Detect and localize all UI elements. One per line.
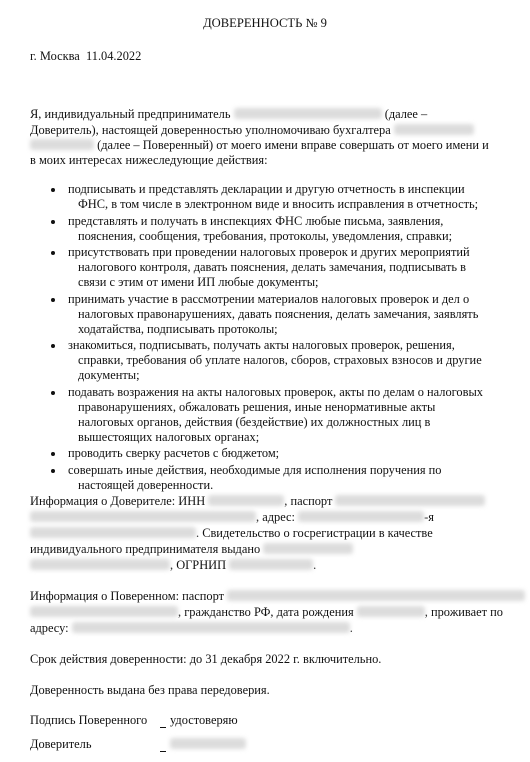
principal-info-line-5 xyxy=(30,558,316,573)
city: г. Москва xyxy=(30,49,80,63)
redacted-issue-date xyxy=(30,559,170,570)
power-item-line: связи с этим от имени ИП любые документы; xyxy=(78,275,319,289)
redacted-attorney-name xyxy=(394,124,474,135)
principal-info-line-3 xyxy=(30,526,433,541)
principal-signature-line xyxy=(160,751,166,752)
bullet-icon xyxy=(51,391,55,395)
power-item-line: знакомиться, подписывать, получать акты налоговых проверок, решения, xyxy=(68,338,455,352)
bullet-icon xyxy=(51,251,55,255)
redacted-address xyxy=(298,511,424,522)
power-item-line: ФНС, в том числе в электронном виде и вносить исправления в отчетность; xyxy=(78,197,479,211)
principal-info-text: -я xyxy=(424,510,434,524)
power-item-line: принимать участие в рассмотрении материалов налоговых проверок и дел о xyxy=(68,291,470,306)
principal-info-text: индивидуального предпринимателя выдано xyxy=(30,542,261,556)
principal-name-cell xyxy=(170,737,246,752)
power-item-line: документы; xyxy=(78,368,140,382)
attorney-signature-line xyxy=(160,727,166,728)
intro-text: Я, индивидуальный предприниматель xyxy=(30,107,231,121)
intro-text: (далее – xyxy=(384,107,428,121)
redacted-attorney-name-cont xyxy=(30,139,94,150)
redacted-attorney-address xyxy=(72,622,350,633)
attorney-info-line-3 xyxy=(30,621,353,636)
intro-line-3 xyxy=(30,138,489,153)
redacted-ogrnip xyxy=(229,559,313,570)
principal-info-text: . xyxy=(313,558,317,572)
bullet-icon xyxy=(51,220,55,224)
intro-line-2 xyxy=(30,123,474,138)
redacted-principal-name xyxy=(234,108,382,119)
attorney-info-text: , проживает по xyxy=(424,605,503,619)
bullet-icon xyxy=(51,298,55,302)
redacted-issuer xyxy=(263,543,353,554)
attorney-info-line-1 xyxy=(30,589,525,604)
intro-text: Доверитель), настоящей доверенностью уполномочиваю бухгалтера xyxy=(30,123,391,137)
bullet-icon xyxy=(51,452,55,456)
principal-info-line-4 xyxy=(30,542,353,557)
power-item-line: подписывать и представлять декларации и другую отчетность в инспекции xyxy=(68,182,465,196)
principal-info-text: , паспорт xyxy=(284,494,333,508)
attorney-info-text: адресу: xyxy=(30,621,69,635)
principal-info-text: , ОГРНИП xyxy=(170,558,227,572)
principal-signature-label: Доверитель xyxy=(30,737,92,751)
redacted-inn xyxy=(208,495,284,506)
attorney-info-text: , гражданство РФ, дата рождения xyxy=(178,605,354,619)
power-item-line: налоговых органов, действия (бездействие) их должностных лиц в xyxy=(78,414,431,429)
power-item-line: правонарушениях, обжаловать решения, иные ненормативные акты xyxy=(78,399,436,414)
power-item-line: представлять и получать в инспекциях ФНС любые письма, заявления, xyxy=(68,213,444,228)
redacted-principal-signature-name xyxy=(170,738,246,749)
power-item-line: подавать возражения на акты налоговых проверок, акты по делам о налоговых xyxy=(68,384,483,399)
redacted-attorney-passport-cont xyxy=(30,606,178,617)
redacted-attorney-passport xyxy=(227,590,525,601)
power-item-line: справки, требования об уплате налогов, сборов, страховых взносов и другие xyxy=(78,353,482,367)
bullet-icon xyxy=(51,188,55,192)
document-title: ДОВЕРЕННОСТЬ № 9 xyxy=(203,16,327,30)
principal-info-line-1 xyxy=(30,494,485,509)
intro-line-1 xyxy=(30,107,427,122)
power-item-line: присутствовать при проведении налоговых проверок и других мероприятий xyxy=(68,245,470,259)
redacted-passport xyxy=(335,495,485,506)
intro-line-4: в моих интересах нижеследующие действия: xyxy=(30,153,268,167)
attorney-info-line-2 xyxy=(30,605,503,620)
no-substitution-clause: Доверенность выдана без права передоверия. xyxy=(30,683,270,697)
power-item-line: проводить сверку расчетов с бюджетом; xyxy=(68,446,280,460)
principal-info-text: , адрес: xyxy=(256,510,295,524)
principal-info-text: . Свидетельство о госрегистрации в качестве xyxy=(196,526,433,540)
power-item-line: пояснения, сообщения, требования, протоколы, уведомления, справки; xyxy=(78,228,453,243)
power-item-line: налоговых правонарушениях, давать пояснения, делать замечания, заявлять xyxy=(78,306,479,321)
redacted-birth-date xyxy=(357,606,425,617)
redacted-address-cont xyxy=(30,527,196,538)
intro-text: (далее – Поверенный) от моего имени вправе совершать от моего имени и xyxy=(97,138,489,152)
power-item-line: ходатайства, подписывать протоколы; xyxy=(78,321,278,336)
certify-label: удостоверяю xyxy=(170,713,238,727)
attorney-signature-label: Подпись Поверенного xyxy=(30,713,148,727)
attorney-info-text: . xyxy=(349,621,353,635)
place-date-line xyxy=(30,49,141,64)
attorney-info-text: Информация о Поверенном: паспорт xyxy=(30,589,225,603)
bullet-icon xyxy=(51,469,55,473)
power-item-line: вышестоящих налоговых органах; xyxy=(78,429,260,444)
principal-info-line-2 xyxy=(30,510,434,525)
principal-info-text: Информация о Доверителе: ИНН xyxy=(30,494,206,508)
date: 11.04.2022 xyxy=(86,49,142,63)
power-item-line: настоящей доверенности. xyxy=(78,477,214,492)
validity-term: Срок действия доверенности: до 31 декабря 2022 г. включительно. xyxy=(30,652,382,666)
power-item-line: налогового контроля, давать пояснения, делать замечания, подписывать в xyxy=(78,260,466,274)
redacted-passport-cont xyxy=(30,511,256,522)
power-item-line: совершать иные действия, необходимые для исполнения поручения по xyxy=(68,462,442,477)
bullet-icon xyxy=(51,344,55,348)
